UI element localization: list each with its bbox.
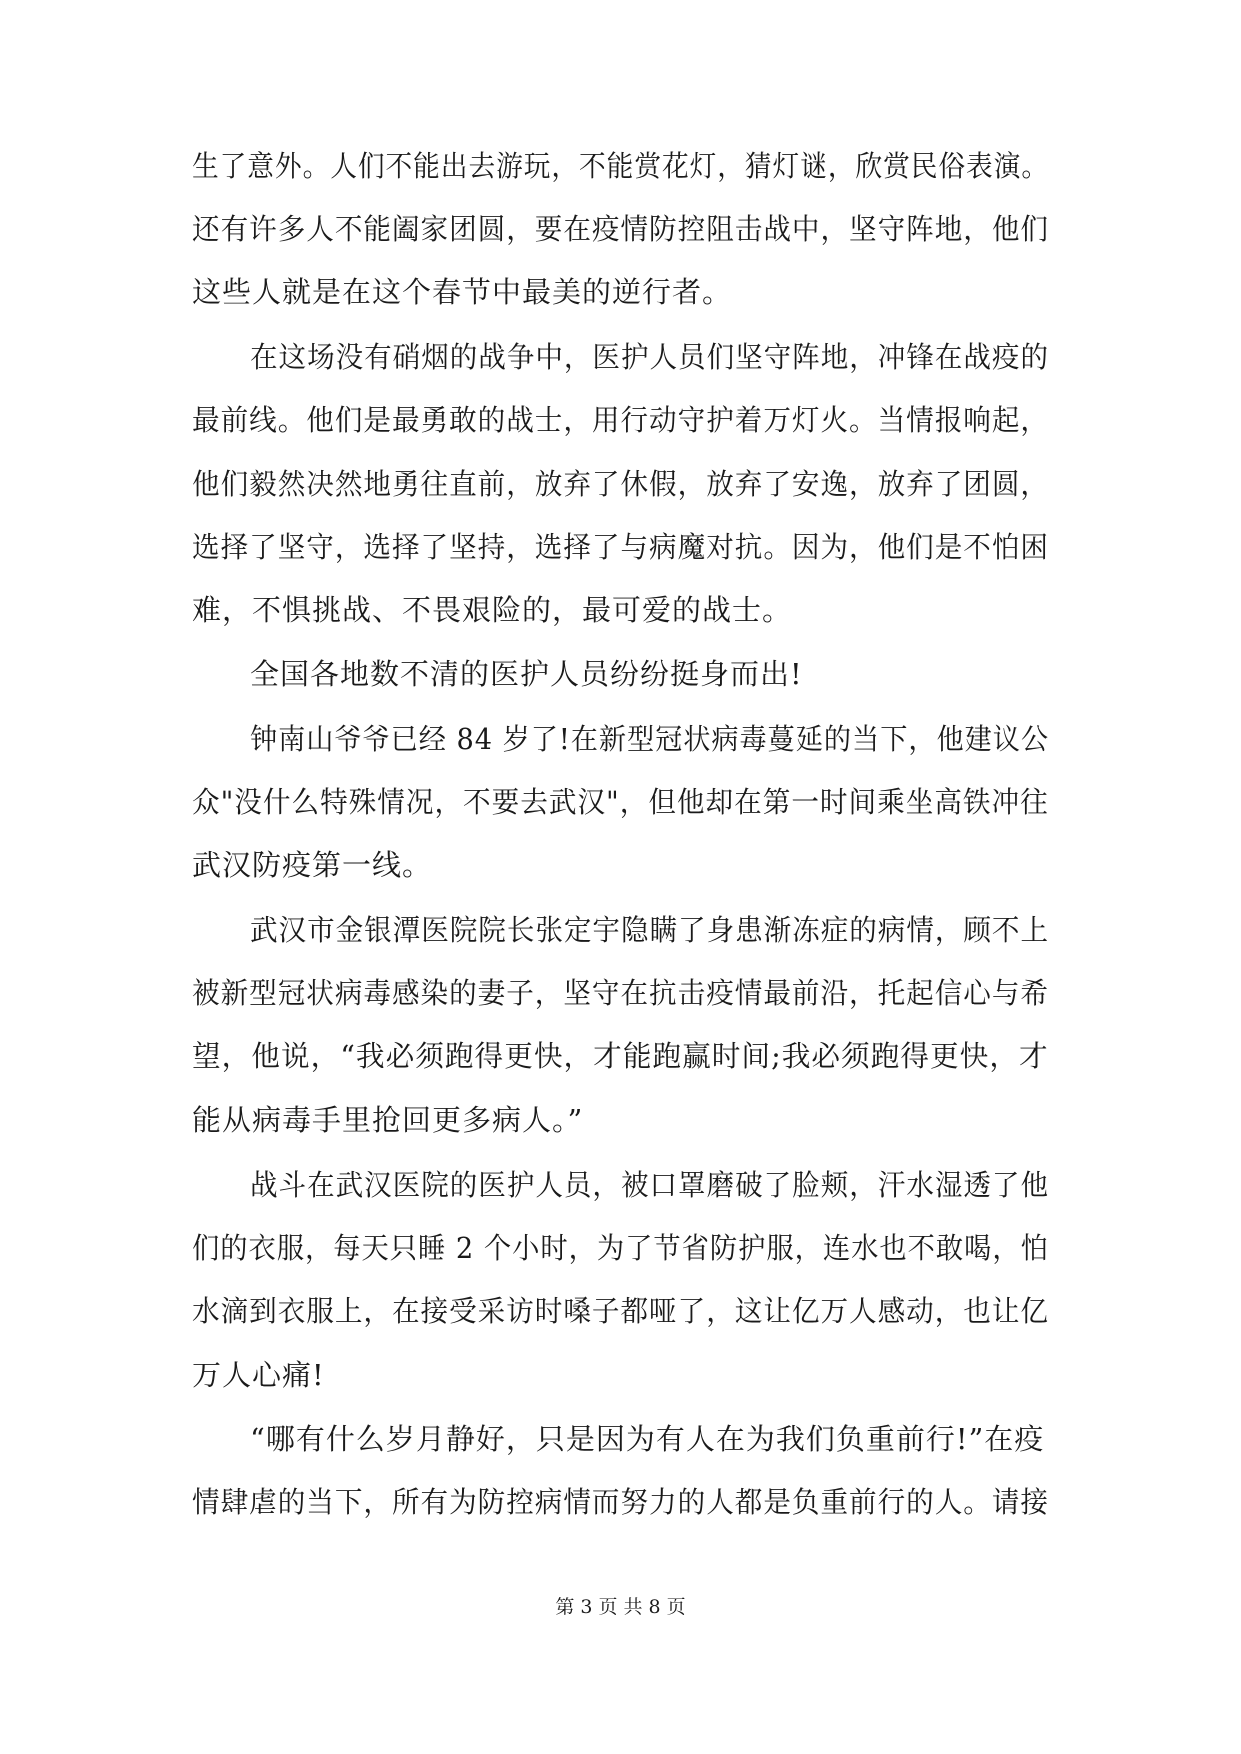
- paragraph-start-line: 在这场没有硝烟的战争中，医护人员们坚守阵地，冲锋在战疫的: [250, 340, 1050, 374]
- text-line: 这些人就是在这个春节中最美的逆行者。: [192, 275, 733, 309]
- text-line: 他们毅然决然地勇往直前，放弃了休假，放弃了安逸，放弃了团圆，: [192, 467, 1049, 501]
- text-line: 还有许多人不能阖家团圆，要在疫情防控阻击战中，坚守阵地，他们: [192, 212, 1049, 246]
- text-line: 望，他说，“我必须跑得更快，才能跑赢时间;我必须跑得更快，才: [192, 1039, 1049, 1073]
- text-line: 生了意外。人们不能出去游玩，不能赏花灯，猜灯谜，欣赏民俗表演。: [192, 149, 1050, 183]
- page-number: 第 3 页 共 8 页: [555, 1596, 686, 1618]
- paragraph-start-line: “哪有什么岁月静好，只是因为有人在为我们负重前行!”在疫: [250, 1422, 1045, 1456]
- text-line: 众"没什么特殊情况，不要去武汉"，但他却在第一时间乘坐高铁冲往: [192, 785, 1049, 819]
- text-line: 们的衣服，每天只睡 2 个小时，为了节省防护服，连水也不敢喝，怕: [192, 1231, 1049, 1265]
- text-line: 最前线。他们是最勇敢的战士，用行动守护着万灯火。当情报响起，: [192, 403, 1049, 437]
- text-line: 万人心痛!: [192, 1358, 325, 1392]
- text-line: 水滴到衣服上，在接受采访时嗓子都哑了，这让亿万人感动，也让亿: [192, 1294, 1049, 1328]
- paragraph-start-line: 武汉市金银潭医院院长张定宇隐瞒了身患渐冻症的病情，顾不上: [250, 913, 1050, 947]
- text-line: 选择了坚守，选择了坚持，选择了与病魔对抗。因为，他们是不怕困: [192, 530, 1049, 564]
- paragraph-start-line: 战斗在武汉医院的医护人员，被口罩磨破了脸颊，汗水湿透了他: [250, 1168, 1050, 1202]
- paragraph-start-line: 钟南山爷爷已经 84 岁了!在新型冠状病毒蔓延的当下，他建议公: [250, 722, 1050, 756]
- text-line: 能从病毒手里抢回更多病人。”: [192, 1103, 584, 1137]
- text-line: 武汉防疫第一线。: [192, 848, 433, 882]
- paragraph-start-line: 全国各地数不清的医护人员纷纷挺身而出!: [250, 657, 803, 691]
- text-line: 被新型冠状病毒感染的妻子，坚守在抗击疫情最前沿，托起信心与希: [192, 976, 1049, 1010]
- text-line: 难，不惧挑战、不畏艰险的，最可爱的战士。: [192, 593, 793, 627]
- text-line: 情肆虐的当下，所有为防控病情而努力的人都是负重前行的人。请接: [192, 1485, 1049, 1519]
